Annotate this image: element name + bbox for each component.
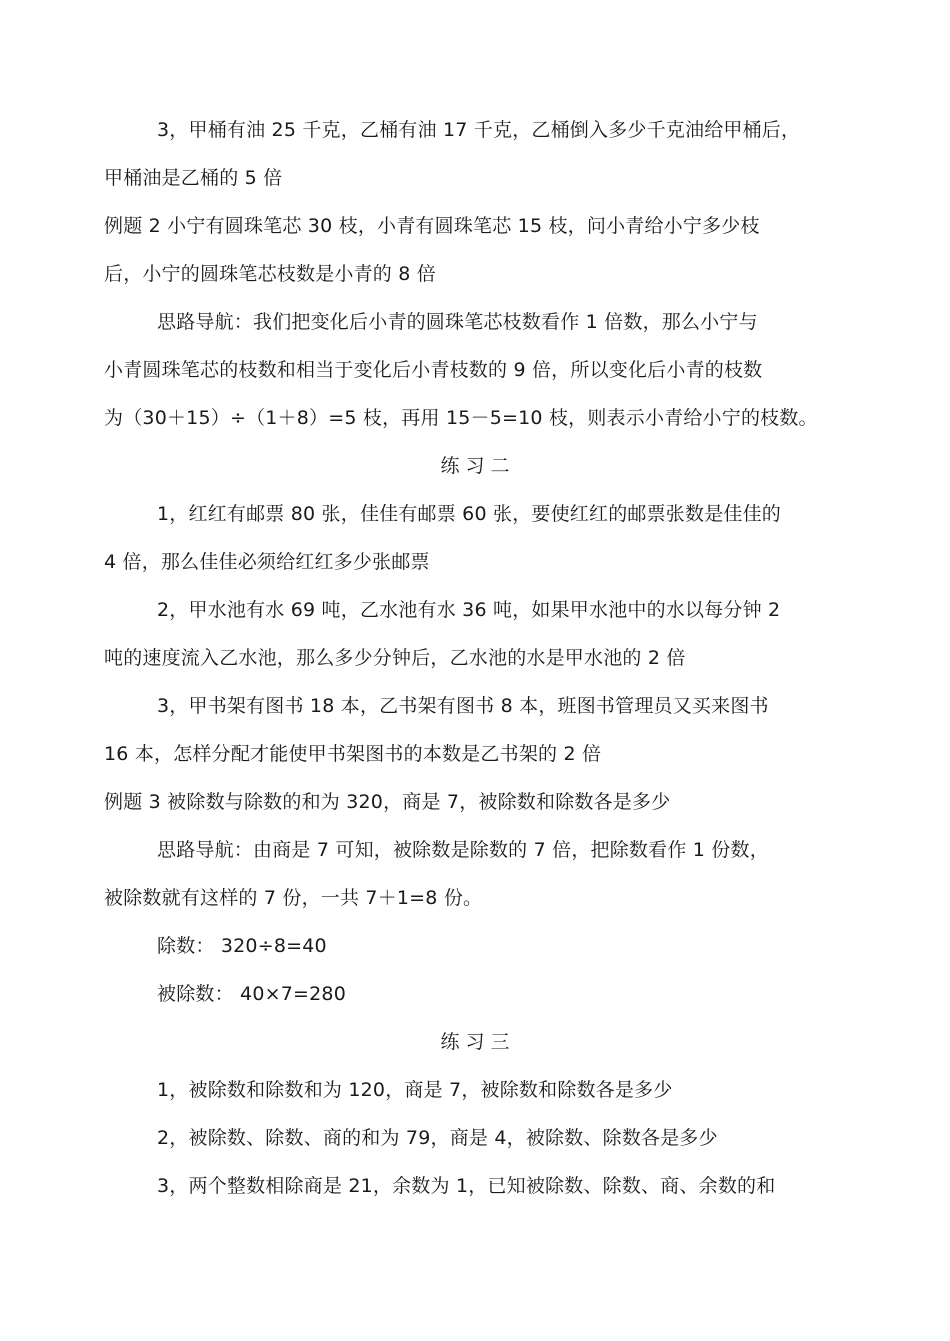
practice-3-q2-line-1: 2，被除数、除数、商的和为 79，商是 4，被除数、除数各是多少 <box>157 1127 718 1149</box>
practice-3-q3-line-1: 3，两个整数相除商是 21，余数为 1，已知被除数、除数、商、余数的和 <box>157 1175 776 1197</box>
example-2-line-2: 后，小宁的圆珠笔芯枝数是小青的 8 倍 <box>104 263 436 285</box>
example-2-hint-line-3: 为（30＋15）÷（1＋8）=5 枝，再用 15－5=10 枝，则表示小青给小宁的枝数。 <box>104 407 818 429</box>
problem-3-line-2: 甲桶油是乙桶的 5 倍 <box>104 167 283 189</box>
example-3-divisor-calc: 除数： 320÷8=40 <box>157 935 327 957</box>
practice-2-q2-line-1: 2，甲水池有水 69 吨，乙水池有水 36 吨，如果甲水池中的水以每分钟 2 <box>157 599 781 621</box>
example-2-hint-line-1: 思路导航：我们把变化后小青的圆珠笔芯枝数看作 1 倍数，那么小宁与 <box>157 311 758 333</box>
example-2-line-1: 例题 2 小宁有圆珠笔芯 30 枝，小青有圆珠笔芯 15 枝，问小青给小宁多少枝 <box>104 215 760 237</box>
problem-3-line-1: 3，甲桶有油 25 千克，乙桶有油 17 千克，乙桶倒入多少千克油给甲桶后， <box>157 119 801 141</box>
practice-3-q1-line-1: 1，被除数和除数和为 120，商是 7，被除数和除数各是多少 <box>157 1079 673 1101</box>
example-3-line-1: 例题 3 被除数与除数的和为 320，商是 7，被除数和除数各是多少 <box>104 791 671 813</box>
practice-2-q3-line-1: 3，甲书架有图书 18 本，乙书架有图书 8 本，班图书管理员又买来图书 <box>157 695 769 717</box>
section-heading-practice-3: 练 习 三 <box>440 1031 510 1053</box>
section-heading-practice-2: 练 习 二 <box>440 455 510 477</box>
practice-2-q1-line-1: 1，红红有邮票 80 张，佳佳有邮票 60 张，要使红红的邮票张数是佳佳的 <box>157 503 782 525</box>
example-3-hint-line-1: 思路导航：由商是 7 可知，被除数是除数的 7 倍，把除数看作 1 份数， <box>157 839 769 861</box>
practice-2-q2-line-2: 吨的速度流入乙水池，那么多少分钟后，乙水池的水是甲水池的 2 倍 <box>104 647 686 669</box>
example-3-dividend-calc: 被除数： 40×7=280 <box>157 983 347 1005</box>
practice-2-q3-line-2: 16 本，怎样分配才能使甲书架图书的本数是乙书架的 2 倍 <box>104 743 602 765</box>
example-2-hint-line-2: 小青圆珠笔芯的枝数和相当于变化后小青枝数的 9 倍，所以变化后小青的枝数 <box>104 359 763 381</box>
example-3-hint-line-2: 被除数就有这样的 7 份，一共 7＋1=8 份。 <box>104 887 483 909</box>
practice-2-q1-line-2: 4 倍，那么佳佳必须给红红多少张邮票 <box>104 551 430 573</box>
